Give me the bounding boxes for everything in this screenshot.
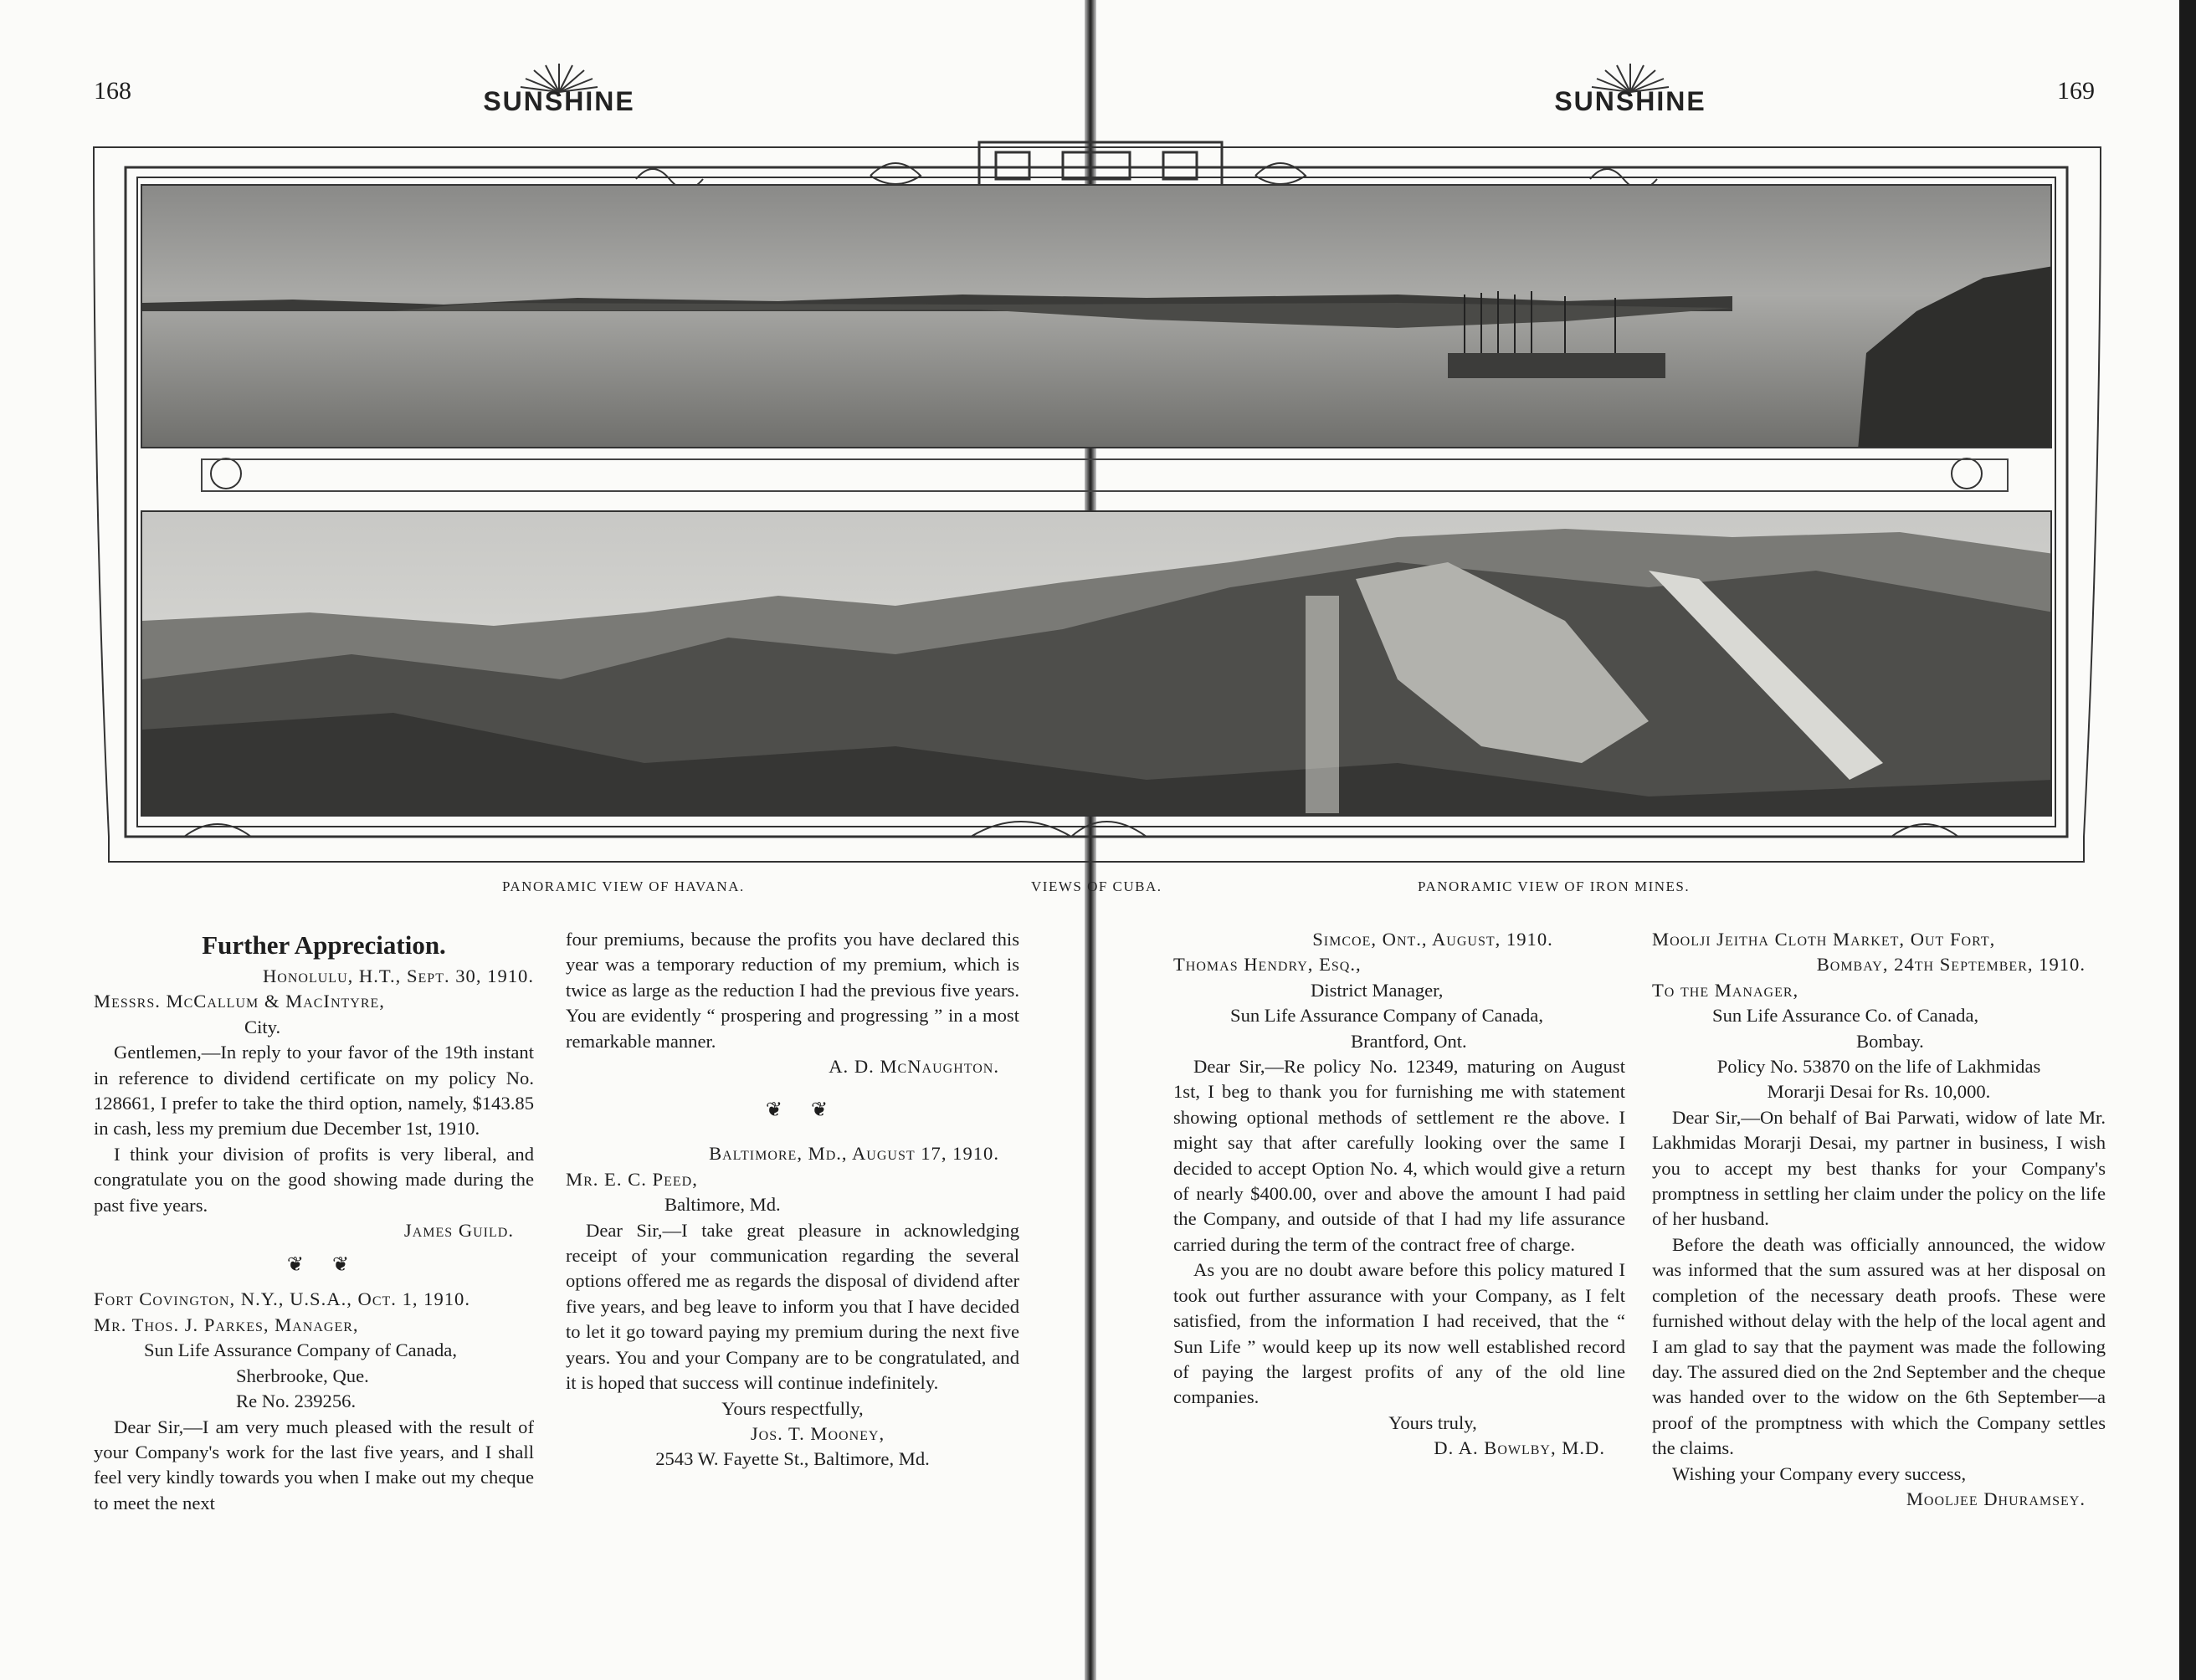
letter-closing: Yours respectfully, xyxy=(721,1397,864,1419)
masthead-title: SUNSHINE xyxy=(1554,86,1706,116)
letter-paragraph: Gentlemen,—In reply to your favor of the 19th instant in reference to dividend certificate on my policy No. 128661, I prefer to take the third option, namely, $143.85 in cash, less my premium due December 1st, 1910. xyxy=(94,1042,534,1140)
letter-reference: Re No. 239256. xyxy=(236,1391,357,1412)
letter-date: Bombay, 24th September, 1910. xyxy=(1816,954,2086,976)
letter-city: City. xyxy=(244,1016,281,1037)
letter-paragraph: Dear Sir,—I am very much pleased with the result of your Company's work for the last five years, and I shall feel very kindly towards you when I make out my cheque to meet the next xyxy=(94,1416,534,1514)
letter-signature: A. D. McNaughton. xyxy=(829,1056,999,1078)
letter-city: Brantford, Ont. xyxy=(1351,1030,1467,1052)
letter-place-date: Fort Covington, N.Y., U.S.A., Oct. 1, 1910. xyxy=(94,1288,471,1310)
column-1 xyxy=(94,927,534,1516)
letter-paragraph: Dear Sir,—I take great pleasure in acknowledging receipt of your communication regarding the several options offered me as regards the disposal of dividend after five years, and beg leave to inform you that I have decided to let it go toward paying my premium during the next five years. You and your Company are to be congratulated, and it is hoped that success will continue indefinitely. xyxy=(566,1219,1019,1394)
letter-city: Baltimore, Md. xyxy=(664,1194,781,1216)
letter-place: Moolji Jeitha Cloth Market, Out Fort, xyxy=(1652,929,1996,950)
letter-company: Sun Life Assurance Company of Canada, xyxy=(144,1339,457,1361)
letter-city: Bombay. xyxy=(1856,1030,1924,1052)
letter-paragraph: As you are no doubt aware before this policy matured I took out further assurance with your Company, as I felt satisfied, from the information I had received, that the “ Sun Life ” would keep up its now well established record of paying the largest profits of any of the old line companies. xyxy=(1173,1259,1625,1408)
letter-paragraph: Dear Sir,—Re policy No. 12349, maturing on August 1st, I beg to thank you for furnishing me with statement showing optional methods of settlement re the above. I might say that after carefully looking over the same I decided to accept Option No. 4, which would give a return of nearly $400.00, over and above the amount I had paid the Company, and outside of that I had my life assurance carried during the term of the contract free of charge. xyxy=(1173,1056,1625,1255)
letter-addressee: Mr. Thos. J. Parkes, Manager, xyxy=(94,1314,359,1335)
ornament-divider: ❦ ❦ xyxy=(286,1254,362,1277)
letter-signature: D. A. Bowlby, M.D. xyxy=(1434,1437,1605,1459)
letter-company: Sun Life Assurance Company of Canada, xyxy=(1230,1005,1543,1027)
letter-addressee: To the Manager, xyxy=(1652,979,1799,1001)
column-3 xyxy=(1173,927,1625,1462)
letter-signature: Jos. T. Mooney, xyxy=(750,1422,885,1444)
letter-signature: Mooljee Dhuramsey. xyxy=(1906,1488,2086,1509)
letter-paragraph: I think your division of profits is very liberal, and congratulate you on the good showing made during the past five years. xyxy=(94,1143,534,1216)
letter-title: District Manager, xyxy=(1311,979,1444,1001)
letter-policy: Morarji Desai for Rs. 10,000. xyxy=(1767,1081,1991,1103)
letter-place-date: Honolulu, H.T., Sept. 30, 1910. xyxy=(262,965,534,986)
column-4 xyxy=(1652,927,2106,1512)
iron-mines-panorama-photo xyxy=(141,510,2052,817)
letter-paragraph: Before the death was officially announced, the widow was informed that the sum assured was at her disposal on completion of the necessary death proofs. These were furnished without delay with the help of the local agent and I am glad to say that the payment was made the following day. The assured died on the 2nd September and the cheque was handed over to the widow on the 6th September—a proof of the promptness with which the Company settles the claims. xyxy=(1652,1233,2106,1459)
letter-place-date: Simcoe, Ont., August, 1910. xyxy=(1312,929,1553,950)
letter-signature: James Guild. xyxy=(403,1220,514,1242)
caption-views-of-cuba: VIEWS OF CUBA. xyxy=(1031,878,1162,894)
letter-closing: Yours truly, xyxy=(1388,1411,1477,1433)
letter-addressee: Messrs. McCallum & MacIntyre, xyxy=(94,991,385,1012)
page-number-right: 169 xyxy=(2057,77,2095,105)
frame-divider xyxy=(201,458,2009,492)
letter-addressee: Mr. E. C. Peed, xyxy=(566,1168,698,1190)
havana-panorama-photo xyxy=(141,184,2052,448)
page-number-left: 168 xyxy=(94,77,131,105)
article-heading: Further Appreciation. xyxy=(202,930,446,960)
caption-iron-mines: PANORAMIC VIEW OF IRON MINES. xyxy=(1418,878,1691,894)
letter-city: Sherbrooke, Que. xyxy=(236,1365,369,1386)
letter-company: Sun Life Assurance Co. of Canada, xyxy=(1712,1005,1979,1027)
masthead-title: SUNSHINE xyxy=(483,86,635,116)
caption-havana: PANORAMIC VIEW OF HAVANA. xyxy=(502,878,745,894)
letter-closing: Wishing your Company every success, xyxy=(1672,1462,1967,1484)
letter-addressee: Thomas Hendry, Esq., xyxy=(1173,954,1362,976)
letter-paragraph: Dear Sir,—On behalf of Bai Parwati, widow of late Mr. Lakhmidas Morarji Desai, my partner in business, I wish you to accept my best thanks for your Company's promptness in settling her claim under the policy on the life of her husband. xyxy=(1652,1106,2106,1230)
letter-policy: Policy No. 53870 on the life of Lakhmidas xyxy=(1716,1056,2041,1078)
letter-address: 2543 W. Fayette St., Baltimore, Md. xyxy=(655,1448,930,1470)
letter-paragraph: four premiums, because the profits you have declared this year was a temporary reduction of my premium, which is twice as large as the reduction I had the previous five years. You are evidently “ prospering and progressing ” in a most remarkable manner. xyxy=(566,929,1019,1052)
ornament-divider: ❦ ❦ xyxy=(765,1099,840,1122)
column-2 xyxy=(566,927,1019,1473)
letter-place-date: Baltimore, Md., August 17, 1910. xyxy=(709,1143,999,1165)
